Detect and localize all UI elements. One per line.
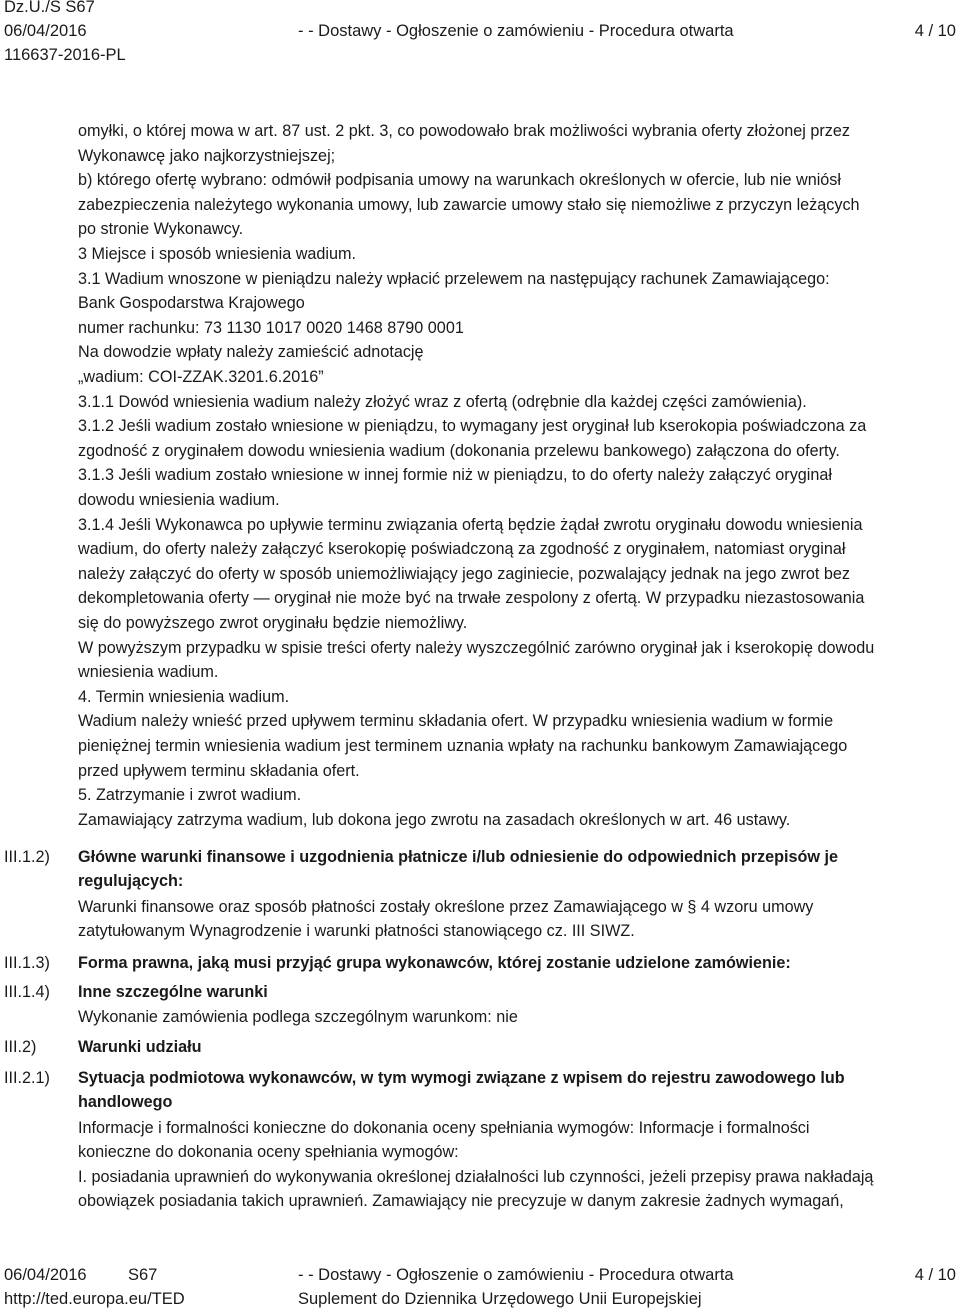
body-line: „wadium: COI-ZZAK.3201.6.2016”: [78, 368, 324, 386]
body-line: 3.1 Wadium wnoszone w pieniądzu należy wpłacić przelewem na następujący rachunek Zamawiającego:: [78, 270, 830, 288]
section-label: III.2.1): [4, 1069, 50, 1087]
section-heading: regulujących:: [78, 872, 184, 890]
body-line: W powyższym przypadku w spisie treści oferty należy wyszczególnić zarówno oryginał jak i kserokopię dowodu: [78, 639, 875, 657]
header-title: - - Dostawy - Ogłoszenie o zamówieniu - Procedura otwarta: [298, 22, 734, 40]
body-line: omyłki, o której mowa w art. 87 ust. 2 pkt. 3, co powodowało brak możliwości wybrania oferty złożonej przez: [78, 122, 850, 140]
section-text: zatytułowanym Wynagrodzenie i warunki płatności stanowiącego cz. III SIWZ.: [78, 922, 635, 940]
section-label: III.1.2): [4, 848, 50, 866]
body-line: 3.1.4 Jeśli Wykonawca po upływie terminu związania ofertą będzie żądał zwrotu oryginału dowodu wniesienia: [78, 516, 863, 534]
footer-page-number: 4 / 10: [914, 1266, 956, 1284]
body-line: należy załączyć do oferty w sposób uniemożliwiający jego zaginiecie, pozwalający jednak na jego zwrot bez: [78, 565, 851, 583]
section-heading: Forma prawna, jaką musi przyjąć grupa wykonawców, której zostanie udzielone zamówienie:: [78, 954, 791, 972]
body-line: wniesienia wadium.: [78, 663, 219, 681]
header-document-id: 116637-2016-PL: [4, 46, 126, 64]
footer-journal: S67: [128, 1266, 158, 1284]
header-journal: Dz.U./S S67: [4, 0, 95, 16]
body-line: 3.1.3 Jeśli wadium zostało wniesione w innej formie niż w pieniądzu, to do oferty należy załączyć oryginał: [78, 466, 832, 484]
section-text: obowiązek posiadania takich uprawnień. Zamawiający nie precyzuje w danym zakresie żadnych wymagań,: [78, 1192, 844, 1210]
body-line: Bank Gospodarstwa Krajowego: [78, 294, 305, 312]
body-line: pieniężnej termin wniesienia wadium jest terminem uznania wpłaty na rachunku bankowym Zamawiającego: [78, 737, 848, 755]
body-line: 4. Termin wniesienia wadium.: [78, 688, 290, 706]
section-text: Wykonanie zamówienia podlega szczególnym warunkom: nie: [78, 1008, 518, 1026]
body-line: dowodu wniesienia wadium.: [78, 491, 280, 509]
section-label: III.1.3): [4, 954, 50, 972]
section-text: Informacje i formalności konieczne do dokonania oceny spełniania wymogów: Informacje i formalności: [78, 1119, 810, 1137]
footer-publication: Suplement do Dziennika Urzędowego Unii Europejskiej: [298, 1290, 702, 1308]
body-line: dekompletowania oferty — oryginał nie może być na trwałe zespolony z ofertą. W przypadku niezastosowania: [78, 589, 865, 607]
section-label: III.1.4): [4, 983, 50, 1001]
section-heading: Warunki udziału: [78, 1038, 202, 1056]
body-line: zgodność z oryginałem dowodu wniesienia wadium (dokonania przelewu bankowego) załączona do oferty.: [78, 442, 840, 460]
footer-title: - - Dostawy - Ogłoszenie o zamówieniu - Procedura otwarta: [298, 1266, 734, 1284]
body-line: b) którego ofertę wybrano: odmówił podpisania umowy na warunkach określonych w ofercie, lub nie wniósł: [78, 171, 842, 189]
body-line: wadium, do oferty należy załączyć kserokopię poświadczoną za zgodność z oryginałem, natomiast oryginał: [78, 540, 846, 558]
body-line: Na dowodzie wpłaty należy zamieścić adnotację: [78, 343, 424, 361]
body-line: Wadium należy wnieść przed upływem terminu składania ofert. W przypadku wniesienia wadium w formie: [78, 712, 834, 730]
section-heading: handlowego: [78, 1093, 173, 1111]
body-line: zabezpieczenia należytego wykonania umowy, lub zawarcie umowy stało się niemożliwe z przyczyn leżących: [78, 196, 860, 214]
body-line: przed upływem terminu składania ofert.: [78, 762, 360, 780]
footer-url[interactable]: http://ted.europa.eu/TED: [4, 1290, 185, 1308]
section-heading: Inne szczególne warunki: [78, 983, 268, 1001]
body-line: numer rachunku: 73 1130 1017 0020 1468 8790 0001: [78, 319, 464, 337]
body-line: się do powyższego zwrot oryginału będzie niemożliwy.: [78, 614, 468, 632]
section-text: I. posiadania uprawnień do wykonywania określonej działalności lub czynności, jeżeli przepisy prawa nakładają: [78, 1168, 874, 1186]
header-page-number: 4 / 10: [914, 22, 956, 40]
body-line: 5. Zatrzymanie i zwrot wadium.: [78, 786, 302, 804]
body-line: Wykonawcę jako najkorzystniejszej;: [78, 147, 336, 165]
header-date: 06/04/2016: [4, 22, 87, 40]
section-text: konieczne do dokonania oceny spełniania wymogów:: [78, 1143, 459, 1161]
body-line: 3.1.2 Jeśli wadium zostało wniesione w pieniądzu, to wymagany jest oryginał lub kserokopia poświadczona za: [78, 417, 867, 435]
section-heading: Sytuacja podmiotowa wykonawców, w tym wymogi związane z wpisem do rejestru zawodowego lub: [78, 1069, 845, 1087]
body-line: 3.1.1 Dowód wniesienia wadium należy złożyć wraz z ofertą (odrębnie dla każdej części zamówienia).: [78, 393, 807, 411]
body-line: Zamawiający zatrzyma wadium, lub dokona jego zwrotu na zasadach określonych w art. 46 ustawy.: [78, 811, 791, 829]
footer-date: 06/04/2016: [4, 1266, 87, 1284]
section-heading: Główne warunki finansowe i uzgodnienia płatnicze i/lub odniesienie do odpowiednich przepisów je: [78, 848, 838, 866]
section-label: III.2): [4, 1038, 37, 1056]
body-line: 3 Miejsce i sposób wniesienia wadium.: [78, 245, 357, 263]
body-line: po stronie Wykonawcy.: [78, 220, 244, 238]
section-text: Warunki finansowe oraz sposób płatności zostały określone przez Zamawiającego w § 4 wzoru umowy: [78, 898, 814, 916]
